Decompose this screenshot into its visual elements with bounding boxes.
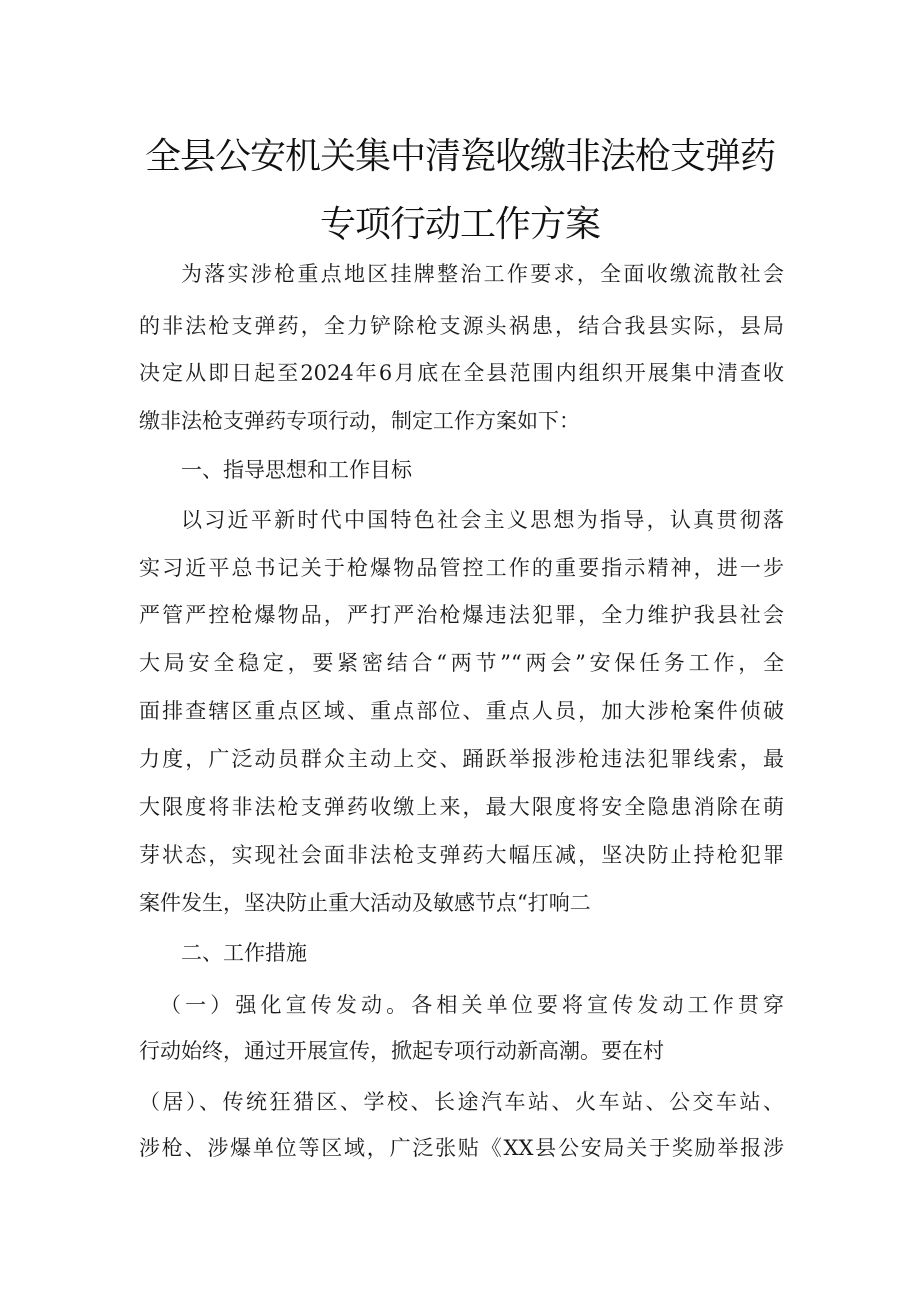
section-heading-2: 二、工作措施	[181, 941, 307, 965]
paragraph-line: 涉枪、涉爆单位等区域，广泛张贴《XX县公安局关于奖励举报涉	[139, 1136, 784, 1160]
paragraph-line: 为落实涉枪重点地区挂牌整治工作要求，全面收缴流散社会	[181, 262, 784, 286]
document-title-line-1: 全县公安机关集中清瓷收缴非法枪支弹药	[144, 136, 775, 177]
paragraph-line: 缴非法枪支弹药专项行动，制定工作方案如下：	[139, 409, 580, 433]
paragraph-line: 决定从即日起至2024年6月底在全县范围内组织开展集中清查收	[139, 361, 784, 385]
paragraph-line: 芽状态，实现社会面非法枪支弹药大幅压减，坚决防止持枪犯罪	[139, 843, 784, 867]
section-heading-1: 一、指导思想和工作目标	[181, 458, 412, 482]
paragraph-line: 严管严控枪爆物品，严打严治枪爆违法犯罪，全力维护我县社会	[139, 603, 784, 627]
paragraph-line: 力度，广泛动员群众主动上交、踊跃举报涉枪违法犯罪线索，最	[139, 747, 784, 771]
paragraph-line: （居）、传统狂猎区、学校、长途汽车站、火车站、公交车站、	[139, 1090, 784, 1114]
document-title-line-2: 专项行动工作方案	[319, 204, 600, 245]
paragraph-line: 实习近平总书记关于枪爆物品管控工作的重要指示精神，进一步	[139, 556, 784, 580]
paragraph-line: 以习近平新时代中国特色社会主义思想为指导，认真贯彻落	[181, 508, 784, 532]
paragraph-line: 大局安全稳定，要紧密结合“两节”“两会”安保任务工作，全	[139, 651, 784, 675]
paragraph-line: 大限度将非法枪支弹药收缴上来，最大限度将安全隐患消除在萌	[139, 795, 784, 819]
paragraph-line: 的非法枪支弹药，全力铲除枪支源头祸患，结合我县实际，县局	[139, 314, 784, 338]
paragraph-line: 案件发生，坚决防止重大活动及敏感节点“打响二	[139, 891, 591, 915]
paragraph-line: 行动始终，通过开展宣传，掀起专项行动新高潮。要在村	[139, 1039, 664, 1063]
paragraph-line: （一）强化宣传发动。各相关单位要将宣传发动工作贯穿	[160, 993, 784, 1017]
paragraph-line: 面排查辖区重点区域、重点部位、重点人员，加大涉枪案件侦破	[139, 699, 784, 723]
